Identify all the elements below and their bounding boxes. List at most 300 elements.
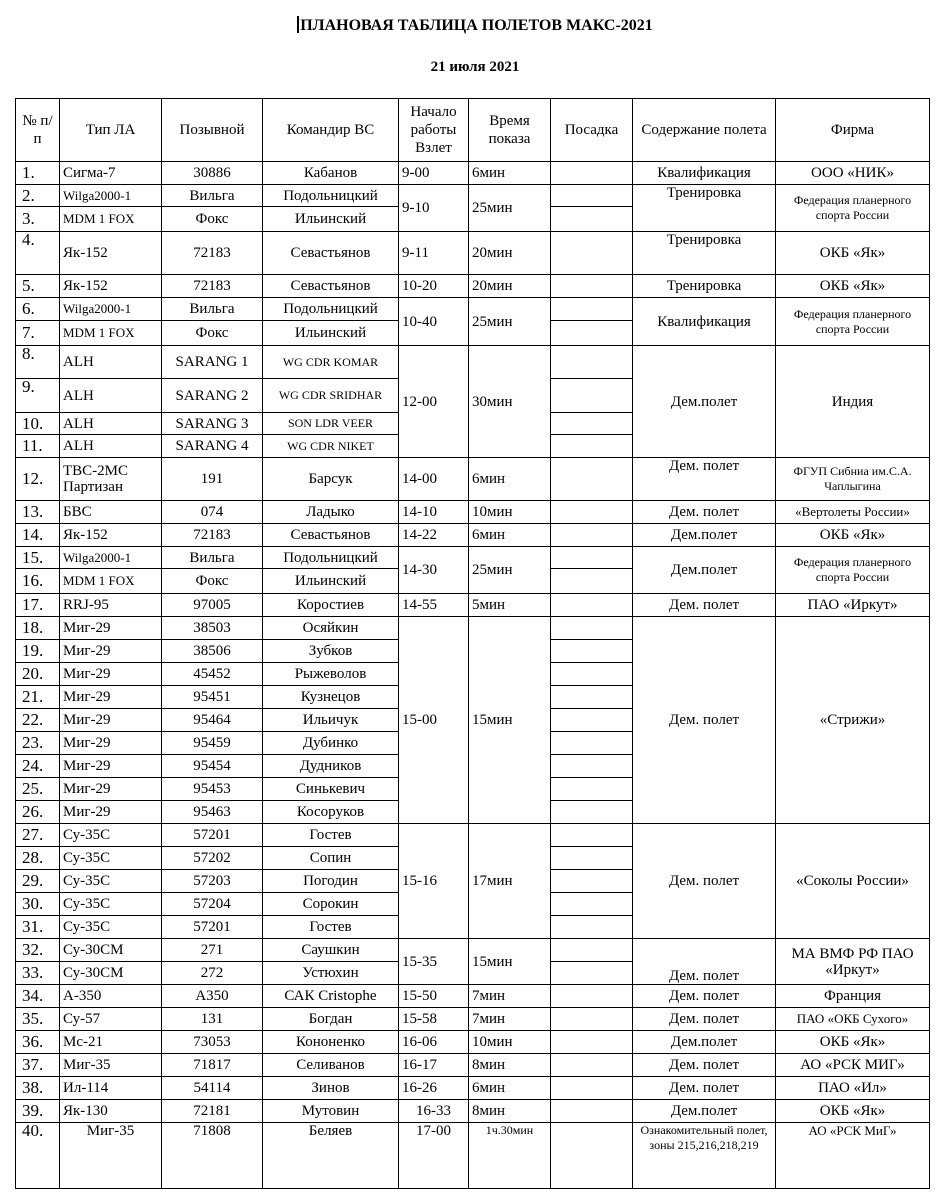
row-firm: «Стрижи» bbox=[776, 617, 930, 824]
row-num: 20. bbox=[16, 663, 60, 686]
row-num: 21. bbox=[16, 686, 60, 709]
row-commander: Рыжеволов bbox=[263, 663, 399, 686]
row-landing bbox=[551, 893, 633, 916]
row-landing bbox=[551, 458, 633, 501]
row-type: Су-30СМ bbox=[60, 962, 162, 985]
header-type: Тип ЛА bbox=[60, 99, 162, 162]
row-callsign: SARANG 1 bbox=[162, 346, 263, 379]
row-type: MDM 1 FOX bbox=[60, 207, 162, 232]
row-firm: Федерация планерного спорта России bbox=[776, 298, 930, 346]
row-type: Су-35С bbox=[60, 824, 162, 847]
row-type: Су-35С bbox=[60, 870, 162, 893]
row-duration: 20мин bbox=[469, 232, 551, 275]
row-commander: SON LDR VEER bbox=[263, 413, 399, 435]
row-content: Дем.полет bbox=[633, 1100, 776, 1123]
row-callsign: 72183 bbox=[162, 524, 263, 547]
row-callsign: SARANG 4 bbox=[162, 435, 263, 458]
row-landing bbox=[551, 346, 633, 379]
row-num: 24. bbox=[16, 755, 60, 778]
row-content: Квалификация bbox=[633, 162, 776, 185]
header-content: Содержание полета bbox=[633, 99, 776, 162]
table-row bbox=[16, 298, 930, 321]
row-commander: Селиванов bbox=[263, 1054, 399, 1077]
row-start: 14-30 bbox=[399, 547, 469, 594]
row-landing bbox=[551, 939, 633, 962]
row-commander: Зубков bbox=[263, 640, 399, 663]
row-callsign: Вильга bbox=[162, 547, 263, 569]
row-start: 14-55 bbox=[399, 594, 469, 617]
row-callsign: 57202 bbox=[162, 847, 263, 870]
header-callsign: Позывной bbox=[162, 99, 263, 162]
row-type: Миг-29 bbox=[60, 617, 162, 640]
row-start: 16-33 bbox=[399, 1100, 469, 1123]
table-row bbox=[16, 1054, 930, 1077]
row-callsign: 72183 bbox=[162, 232, 263, 275]
table-row bbox=[16, 939, 930, 962]
table-row bbox=[16, 275, 930, 298]
row-landing bbox=[551, 413, 633, 435]
row-duration: 6мин bbox=[469, 1077, 551, 1100]
row-firm: АО «РСК МИГ» bbox=[776, 1054, 930, 1077]
row-commander: Гостев bbox=[263, 916, 399, 939]
row-num: 7. bbox=[16, 321, 60, 346]
row-firm: «Соколы России» bbox=[776, 824, 930, 939]
row-duration: 1ч.30мин bbox=[469, 1123, 551, 1189]
table-row bbox=[16, 501, 930, 524]
row-callsign: Фокс bbox=[162, 207, 263, 232]
row-content: Дем. полет bbox=[633, 985, 776, 1008]
row-num: 33. bbox=[16, 962, 60, 985]
row-duration: 25мин bbox=[469, 547, 551, 594]
row-duration: 25мин bbox=[469, 298, 551, 346]
row-duration: 10мин bbox=[469, 1031, 551, 1054]
row-firm: Франция bbox=[776, 985, 930, 1008]
row-type: Миг-29 bbox=[60, 801, 162, 824]
row-type: Миг-29 bbox=[60, 778, 162, 801]
header-firm: Фирма bbox=[776, 99, 930, 162]
table-row bbox=[16, 162, 930, 185]
row-type: Сигма-7 bbox=[60, 162, 162, 185]
row-callsign: 57203 bbox=[162, 870, 263, 893]
row-num: 35. bbox=[16, 1008, 60, 1031]
row-content: Дем. полет bbox=[633, 594, 776, 617]
row-type: ALH bbox=[60, 346, 162, 379]
row-content: Тренировка bbox=[633, 185, 776, 232]
row-content: Дем. полет bbox=[633, 501, 776, 524]
row-landing bbox=[551, 435, 633, 458]
table-row bbox=[16, 617, 930, 640]
row-start: 15-50 bbox=[399, 985, 469, 1008]
row-duration: 8мин bbox=[469, 1054, 551, 1077]
row-landing bbox=[551, 594, 633, 617]
row-landing bbox=[551, 501, 633, 524]
row-type: ALH bbox=[60, 435, 162, 458]
row-commander: Устюхин bbox=[263, 962, 399, 985]
row-type: ALH bbox=[60, 413, 162, 435]
row-firm: ФГУП Сибниа им.С.А. Чаплыгина bbox=[776, 458, 930, 501]
row-firm: ООО «НИК» bbox=[776, 162, 930, 185]
row-type: Ил-114 bbox=[60, 1077, 162, 1100]
row-commander: Ильичук bbox=[263, 709, 399, 732]
table-row bbox=[16, 458, 930, 501]
row-landing bbox=[551, 162, 633, 185]
table-row bbox=[16, 594, 930, 617]
row-type: Миг-29 bbox=[60, 640, 162, 663]
row-callsign: 57204 bbox=[162, 893, 263, 916]
row-num: 13. bbox=[16, 501, 60, 524]
row-callsign: SARANG 2 bbox=[162, 379, 263, 413]
row-duration: 15мин bbox=[469, 617, 551, 824]
row-landing bbox=[551, 962, 633, 985]
row-type: Як-152 bbox=[60, 275, 162, 298]
row-commander: Дудников bbox=[263, 755, 399, 778]
table-row bbox=[16, 985, 930, 1008]
row-callsign: Вильга bbox=[162, 298, 263, 321]
row-callsign: 95464 bbox=[162, 709, 263, 732]
row-landing bbox=[551, 663, 633, 686]
row-callsign: SARANG 3 bbox=[162, 413, 263, 435]
row-callsign: 272 bbox=[162, 962, 263, 985]
row-callsign: 54114 bbox=[162, 1077, 263, 1100]
row-callsign: Фокс bbox=[162, 569, 263, 594]
row-type: Су-35С bbox=[60, 893, 162, 916]
row-landing bbox=[551, 298, 633, 321]
row-commander: Севастьянов bbox=[263, 275, 399, 298]
row-num: 11. bbox=[16, 435, 60, 458]
row-commander: Дубинко bbox=[263, 732, 399, 755]
row-landing bbox=[551, 709, 633, 732]
row-landing bbox=[551, 321, 633, 346]
row-commander: САК Cristophe bbox=[263, 985, 399, 1008]
row-duration: 17мин bbox=[469, 824, 551, 939]
document-title-text: ПЛАНОВАЯ ТАБЛИЦА ПОЛЕТОВ МАКС-2021 bbox=[300, 17, 653, 34]
row-landing bbox=[551, 916, 633, 939]
row-type: MDM 1 FOX bbox=[60, 321, 162, 346]
row-firm: ОКБ «Як» bbox=[776, 1100, 930, 1123]
row-callsign: 95453 bbox=[162, 778, 263, 801]
row-firm: МА ВМФ РФ ПАО «Иркут» bbox=[776, 939, 930, 985]
row-callsign: 074 bbox=[162, 501, 263, 524]
table-row bbox=[16, 1123, 930, 1189]
row-type: Wilga2000-1 bbox=[60, 298, 162, 321]
row-content: Дем. полет bbox=[633, 824, 776, 939]
row-landing bbox=[551, 801, 633, 824]
row-start: 17-00 bbox=[399, 1123, 469, 1189]
row-callsign: 71817 bbox=[162, 1054, 263, 1077]
row-callsign: 191 bbox=[162, 458, 263, 501]
row-firm: ОКБ «Як» bbox=[776, 232, 930, 275]
row-start: 14-22 bbox=[399, 524, 469, 547]
row-landing bbox=[551, 1100, 633, 1123]
row-firm: АО «РСК МиГ» bbox=[776, 1123, 930, 1189]
row-commander: Коростиев bbox=[263, 594, 399, 617]
row-landing bbox=[551, 985, 633, 1008]
row-type: А-350 bbox=[60, 985, 162, 1008]
table-row bbox=[16, 824, 930, 847]
document-date: 21 июля 2021 bbox=[430, 59, 520, 75]
header-row bbox=[16, 99, 930, 162]
row-landing bbox=[551, 207, 633, 232]
table-row bbox=[16, 185, 930, 207]
row-num: 16. bbox=[16, 569, 60, 594]
row-landing bbox=[551, 232, 633, 275]
row-num: 8. bbox=[16, 346, 60, 379]
row-landing bbox=[551, 755, 633, 778]
row-start: 10-40 bbox=[399, 298, 469, 346]
row-content: Дем. полет bbox=[633, 939, 776, 985]
row-firm: ПАО «Ил» bbox=[776, 1077, 930, 1100]
row-type: RRJ-95 bbox=[60, 594, 162, 617]
table-row bbox=[16, 232, 930, 275]
row-type: MDM 1 FOX bbox=[60, 569, 162, 594]
row-content: Дем.полет bbox=[633, 346, 776, 458]
row-callsign: 271 bbox=[162, 939, 263, 962]
row-commander: Саушкин bbox=[263, 939, 399, 962]
row-callsign: 38506 bbox=[162, 640, 263, 663]
row-num: 12. bbox=[16, 458, 60, 501]
row-callsign: 73053 bbox=[162, 1031, 263, 1054]
row-commander: Ильинский bbox=[263, 207, 399, 232]
row-firm: ОКБ «Як» bbox=[776, 524, 930, 547]
table-body bbox=[16, 162, 930, 1189]
row-num: 6. bbox=[16, 298, 60, 321]
header-landing: Посадка bbox=[551, 99, 633, 162]
row-content: Дем. полет bbox=[633, 1008, 776, 1031]
row-num: 19. bbox=[16, 640, 60, 663]
row-commander: Погодин bbox=[263, 870, 399, 893]
row-type: ALH bbox=[60, 379, 162, 413]
header-start: Начало работы Взлет bbox=[399, 99, 469, 162]
row-num: 17. bbox=[16, 594, 60, 617]
row-num: 5. bbox=[16, 275, 60, 298]
row-landing bbox=[551, 778, 633, 801]
row-start: 9-11 bbox=[399, 232, 469, 275]
row-landing bbox=[551, 275, 633, 298]
row-num: 39. bbox=[16, 1100, 60, 1123]
row-duration: 6мин bbox=[469, 162, 551, 185]
row-duration: 7мин bbox=[469, 1008, 551, 1031]
row-num: 29. bbox=[16, 870, 60, 893]
flight-schedule-table bbox=[15, 98, 930, 1189]
row-type: Су-30СМ bbox=[60, 939, 162, 962]
row-type: Wilga2000-1 bbox=[60, 547, 162, 569]
row-landing bbox=[551, 1123, 633, 1189]
row-num: 3. bbox=[16, 207, 60, 232]
row-num: 40. bbox=[16, 1123, 60, 1189]
row-commander: Осяйкин bbox=[263, 617, 399, 640]
row-commander: Зинов bbox=[263, 1077, 399, 1100]
row-num: 4. bbox=[16, 232, 60, 275]
row-duration: 30мин bbox=[469, 346, 551, 458]
row-start: 16-26 bbox=[399, 1077, 469, 1100]
table-row bbox=[16, 1008, 930, 1031]
row-num: 9. bbox=[16, 379, 60, 413]
table-row bbox=[16, 346, 930, 379]
row-commander: WG CDR NIKET bbox=[263, 435, 399, 458]
row-callsign: 131 bbox=[162, 1008, 263, 1031]
row-landing bbox=[551, 1054, 633, 1077]
row-num: 22. bbox=[16, 709, 60, 732]
row-commander: Подольницкий bbox=[263, 298, 399, 321]
row-commander: Барсук bbox=[263, 458, 399, 501]
row-callsign: 95454 bbox=[162, 755, 263, 778]
row-commander: Косоруков bbox=[263, 801, 399, 824]
table-row bbox=[16, 547, 930, 569]
row-callsign: 57201 bbox=[162, 824, 263, 847]
row-type: БВС bbox=[60, 501, 162, 524]
row-num: 18. bbox=[16, 617, 60, 640]
row-commander: Сопин bbox=[263, 847, 399, 870]
document-title bbox=[0, 16, 950, 35]
row-start: 14-10 bbox=[399, 501, 469, 524]
row-num: 27. bbox=[16, 824, 60, 847]
row-firm: Федерация планерного спорта России bbox=[776, 547, 930, 594]
row-callsign: 95451 bbox=[162, 686, 263, 709]
table-row bbox=[16, 1100, 930, 1123]
row-callsign: 45452 bbox=[162, 663, 263, 686]
row-num: 38. bbox=[16, 1077, 60, 1100]
row-start: 15-35 bbox=[399, 939, 469, 985]
row-type: Миг-35 bbox=[60, 1054, 162, 1077]
row-content: Дем. полет bbox=[633, 458, 776, 501]
row-callsign: 72181 bbox=[162, 1100, 263, 1123]
row-firm: «Вертолеты России» bbox=[776, 501, 930, 524]
row-commander: Богдан bbox=[263, 1008, 399, 1031]
row-landing bbox=[551, 617, 633, 640]
row-num: 25. bbox=[16, 778, 60, 801]
row-num: 31. bbox=[16, 916, 60, 939]
row-commander: Синькевич bbox=[263, 778, 399, 801]
row-num: 28. bbox=[16, 847, 60, 870]
row-content: Квалификация bbox=[633, 298, 776, 346]
header-num: № п/п bbox=[16, 99, 60, 162]
row-firm: Индия bbox=[776, 346, 930, 458]
row-landing bbox=[551, 524, 633, 547]
row-num: 1. bbox=[16, 162, 60, 185]
row-landing bbox=[551, 1031, 633, 1054]
row-start: 16-06 bbox=[399, 1031, 469, 1054]
row-content: Тренировка bbox=[633, 232, 776, 275]
row-start: 15-00 bbox=[399, 617, 469, 824]
row-commander: Ладыко bbox=[263, 501, 399, 524]
row-callsign: 57201 bbox=[162, 916, 263, 939]
row-type: Wilga2000-1 bbox=[60, 185, 162, 207]
row-type: Су-57 bbox=[60, 1008, 162, 1031]
row-type: Миг-35 bbox=[60, 1123, 162, 1189]
row-landing bbox=[551, 185, 633, 207]
row-landing bbox=[551, 1008, 633, 1031]
row-duration: 10мин bbox=[469, 501, 551, 524]
row-commander: WG CDR SRIDHAR bbox=[263, 379, 399, 413]
row-firm: ПАО «ОКБ Сухого» bbox=[776, 1008, 930, 1031]
row-firm: ОКБ «Як» bbox=[776, 1031, 930, 1054]
row-start: 10-20 bbox=[399, 275, 469, 298]
row-start: 9-00 bbox=[399, 162, 469, 185]
table-row bbox=[16, 1031, 930, 1054]
row-landing bbox=[551, 686, 633, 709]
row-type: Су-35С bbox=[60, 847, 162, 870]
row-duration: 15мин bbox=[469, 939, 551, 985]
row-landing bbox=[551, 847, 633, 870]
row-commander: Подольницкий bbox=[263, 185, 399, 207]
row-duration: 7мин bbox=[469, 985, 551, 1008]
row-commander: WG CDR KOMAR bbox=[263, 346, 399, 379]
row-commander: Гостев bbox=[263, 824, 399, 847]
row-firm: ОКБ «Як» bbox=[776, 275, 930, 298]
row-commander: Кабанов bbox=[263, 162, 399, 185]
row-content: Дем. полет bbox=[633, 617, 776, 824]
row-num: 32. bbox=[16, 939, 60, 962]
row-content: Дем. полет bbox=[633, 1077, 776, 1100]
row-num: 23. bbox=[16, 732, 60, 755]
row-start: 15-58 bbox=[399, 1008, 469, 1031]
row-callsign: 95459 bbox=[162, 732, 263, 755]
row-num: 37. bbox=[16, 1054, 60, 1077]
row-commander: Кузнецов bbox=[263, 686, 399, 709]
row-duration: 8мин bbox=[469, 1100, 551, 1123]
row-start: 12-00 bbox=[399, 346, 469, 458]
row-landing bbox=[551, 1077, 633, 1100]
row-landing bbox=[551, 824, 633, 847]
row-callsign: Фокс bbox=[162, 321, 263, 346]
row-type: Миг-29 bbox=[60, 686, 162, 709]
row-type: Миг-29 bbox=[60, 709, 162, 732]
row-callsign: 71808 bbox=[162, 1123, 263, 1189]
row-content: Дем.полет bbox=[633, 524, 776, 547]
row-num: 34. bbox=[16, 985, 60, 1008]
row-duration: 5мин bbox=[469, 594, 551, 617]
row-num: 26. bbox=[16, 801, 60, 824]
row-start: 16-17 bbox=[399, 1054, 469, 1077]
row-callsign: А350 bbox=[162, 985, 263, 1008]
row-callsign: 97005 bbox=[162, 594, 263, 617]
row-start: 14-00 bbox=[399, 458, 469, 501]
row-commander: Севастьянов bbox=[263, 524, 399, 547]
header-duration: Время показа bbox=[469, 99, 551, 162]
row-content: Дем.полет bbox=[633, 547, 776, 594]
row-type: Як-152 bbox=[60, 232, 162, 275]
row-num: 15. bbox=[16, 547, 60, 569]
row-content: Ознакомительный полет, зоны 215,216,218,219 bbox=[633, 1123, 776, 1189]
table-row bbox=[16, 524, 930, 547]
row-type: Миг-29 bbox=[60, 663, 162, 686]
row-firm: Федерация планерного спорта России bbox=[776, 185, 930, 232]
row-duration: 6мин bbox=[469, 458, 551, 501]
row-type: Як-130 bbox=[60, 1100, 162, 1123]
row-duration: 25мин bbox=[469, 185, 551, 232]
row-commander: Севастьянов bbox=[263, 232, 399, 275]
row-num: 10. bbox=[16, 413, 60, 435]
row-callsign: 38503 bbox=[162, 617, 263, 640]
row-firm: ПАО «Иркут» bbox=[776, 594, 930, 617]
row-content: Тренировка bbox=[633, 275, 776, 298]
row-commander: Ильинский bbox=[263, 321, 399, 346]
row-callsign: Вильга bbox=[162, 185, 263, 207]
row-duration: 20мин bbox=[469, 275, 551, 298]
row-callsign: 95463 bbox=[162, 801, 263, 824]
row-commander: Подольницкий bbox=[263, 547, 399, 569]
row-type: Миг-29 bbox=[60, 732, 162, 755]
row-landing bbox=[551, 547, 633, 569]
row-type: Як-152 bbox=[60, 524, 162, 547]
row-commander: Сорокин bbox=[263, 893, 399, 916]
row-type: Су-35С bbox=[60, 916, 162, 939]
row-content: Дем. полет bbox=[633, 1054, 776, 1077]
row-landing bbox=[551, 569, 633, 594]
row-landing bbox=[551, 870, 633, 893]
row-start: 9-10 bbox=[399, 185, 469, 232]
row-landing bbox=[551, 640, 633, 663]
